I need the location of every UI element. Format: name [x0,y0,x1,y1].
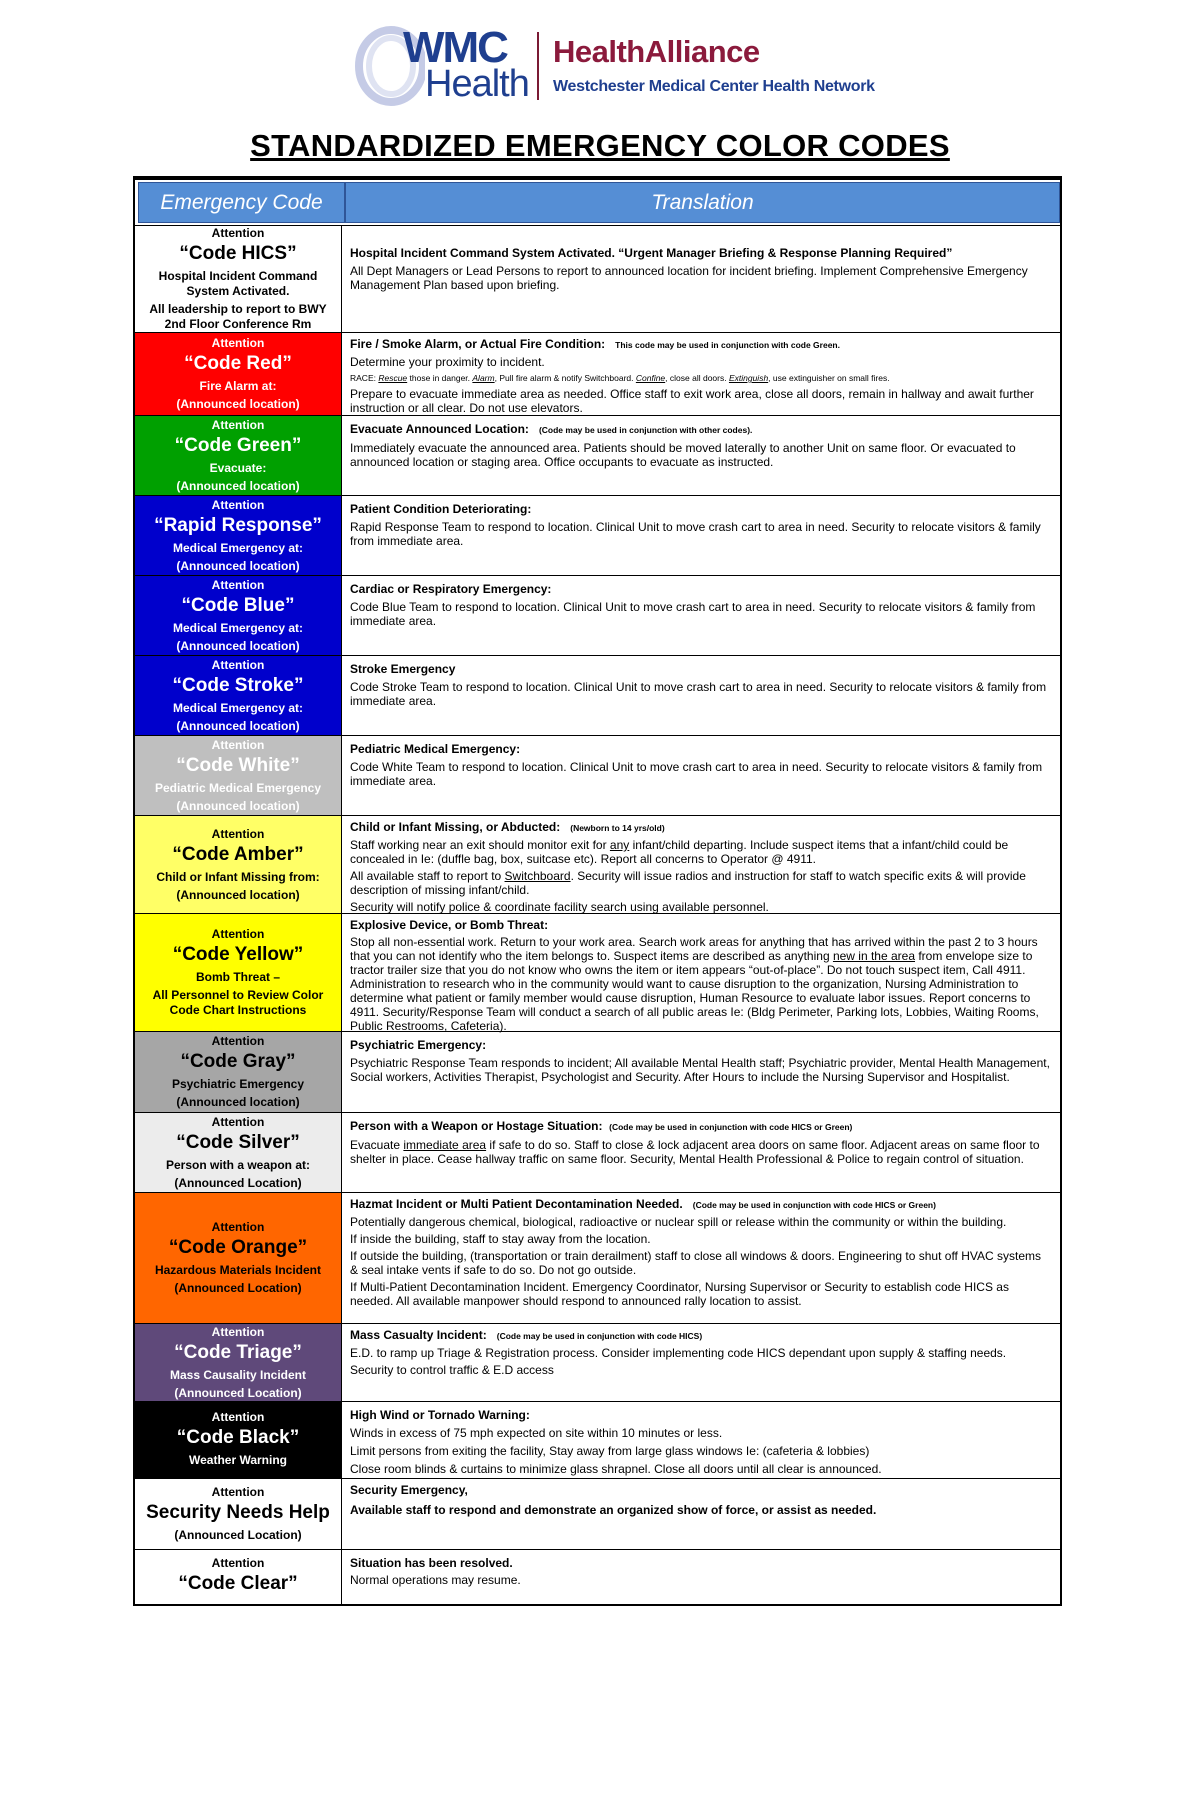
table-row-code-green [135,415,1060,495]
code-cell [135,333,342,415]
code-name: “Code Silver” [176,1131,300,1153]
code-cell [135,226,342,332]
code-description: Fire Alarm at: [199,379,277,393]
code-name: “Code Blue” [181,594,295,616]
translation-note: (Code may be used in conjunction with other codes). [538,425,753,435]
translation-cell [342,656,1060,735]
code-cell [135,576,342,655]
table-row-code-blue [135,575,1060,655]
attention-label: Attention [211,657,265,672]
code-location: (Announced Location) [174,1281,302,1295]
code-location: (Announced Location) [174,1385,302,1400]
attention-label: Attention [211,1555,265,1570]
column-header-translation: Translation [345,182,1060,223]
translation-text: Code Blue Team to respond to location. Clinical Unit to move crash cart to area in need. Security to relocate visitors & family from immediate area. [350,600,1036,628]
attention-label: Attention [211,1220,265,1234]
translation-cell [342,1113,1060,1192]
table-row-rapid-response [135,495,1060,575]
translation-cell [342,226,1060,332]
code-name: “Code Amber” [172,843,304,865]
logo-header [355,23,875,106]
translation-text: If Multi-Patient Decontamination Incident. Emergency Coordinator, Nursing Supervisor or Security to establish code HICS as needed. All available manpower should respond to announced rally location to assist. [350,1280,1009,1308]
attention-label: Attention [211,1114,265,1129]
code-cell [135,736,342,815]
table-row-code-silver [135,1112,1060,1192]
code-location: (Announced location) [176,558,300,573]
table-row-code-triage [135,1323,1060,1401]
translation-heading: Hazmat Incident or Multi Patient Decontamination Needed. [350,1197,683,1211]
code-name: “Code Yellow” [172,944,304,965]
translation-note: (Code may be used in conjunction with code HICS or Green) [692,1200,936,1210]
code-description: Evacuate: [209,460,267,475]
page-title: STANDARDIZED EMERGENCY COLOR CODES [250,128,950,163]
table-row-security-needs-help [135,1478,1060,1549]
attention-label: Attention [211,1409,265,1424]
translation-heading: Patient Condition Deteriorating: [350,502,532,516]
translation-heading: Security Emergency, [350,1483,468,1497]
translation-cell [342,816,1060,913]
translation-note: (Code may be used in conjunction with code HICS) [496,1331,703,1341]
attention-label: Attention [211,1324,265,1339]
network-tagline: Westchester Medical Center Health Network [553,78,875,95]
logo-divider [537,32,539,100]
attention-label: Attention [211,336,265,350]
code-description: Person with a weapon at: [165,1157,311,1172]
attention-label: Attention [211,927,265,941]
code-location: All Personnel to Review Color Code Chart Instructions [152,988,324,1017]
code-name: “Rapid Response” [154,514,322,536]
attention-label: Attention [211,497,265,512]
code-cell [135,656,342,735]
code-location: (Announced location) [176,638,300,653]
translation-heading: High Wind or Tornado Warning: [350,1408,530,1422]
translation-text: Winds in excess of 75 mph expected on site within 10 minutes or less. [350,1426,723,1440]
wmc-wordmark: WMC [403,23,507,72]
translation-note: (Code may be used in conjunction with code HICS or Green) [609,1122,853,1132]
table-row-code-orange [135,1192,1060,1323]
code-name: “Code Gray” [180,1051,296,1072]
table-row-code-hics [135,225,1060,332]
wmc-health-wordmark: Health [425,63,529,105]
table-row-code-white [135,735,1060,815]
table-row-code-clear [135,1549,1060,1604]
code-description: Weather Warning [188,1452,287,1467]
translation-text: Available staff to respond and demonstrate an organized show of force, or assist as needed. [350,1503,877,1517]
translation-text: Security to control traffic & E.D access [350,1363,554,1377]
translation-cell [342,576,1060,655]
translation-text: Code Stroke Team to respond to location. Clinical Unit to move crash cart to area in need. Security to relocate visitors & family from immediate area. [350,680,1047,708]
color-codes-table [133,176,1062,1606]
code-cell [135,1324,342,1401]
code-cell [135,1032,342,1112]
code-cell [135,1113,342,1192]
code-name: “Code Clear” [178,1572,298,1594]
attention-label: Attention [211,1034,265,1048]
translation-text: If outside the building, (transportation or train derailment) staff to close all windows & doors. Engineering to shut off HVAC systems & seal intake vents if safe to do so. Do not go outside. [350,1249,1042,1277]
code-cell [135,1193,342,1323]
code-description: Medical Emergency at: [172,620,304,635]
code-cell [135,816,342,913]
translation-cell [342,736,1060,815]
code-location: (Announced Location) [174,1528,302,1542]
translation-heading: Cardiac or Respiratory Emergency: [350,582,552,596]
race-instructions: RACE: Rescue those in danger. Alarm, Pull fire alarm & notify Switchboard. Confine, close all doors. Extinguish, use extinguisher on small fires. [350,373,890,383]
translation-cell [342,1550,1060,1604]
code-description: Hazardous Materials Incident [154,1263,322,1277]
translation-cell [342,1324,1060,1401]
table-row-code-yellow [135,913,1060,1031]
code-cell [135,1550,342,1604]
translation-cell [342,1193,1060,1323]
translation-heading: Psychiatric Emergency: [350,1038,487,1052]
translation-heading: Evacuate Announced Location: [350,422,529,436]
translation-heading: Mass Casualty Incident: [350,1328,487,1342]
healthalliance-wordmark: HealthAlliance [553,34,760,69]
attention-label: Attention [211,577,265,592]
attention-label: Attention [211,417,265,432]
translation-text: Stop all non-essential work. Return to your work area. Search work areas for anything that has arrived within the past 2 to 3 hours that you can not identify who the item belongs to. Suspect items are described as anything new in the area from envelope size to tractor trailer size that you do not know who owns the item or item appears “out-of-place”. Do not touch suspect item, Call 4911. Administration to research who in the community would want to cause disruption to the organization, Nursing Administration to determine what patient or family member would cause disruption, Human Resource to evaluate labor issues. Report concerns to 4911. Security/Response Team will conduct a search of all public areas Ie: (Bldg Perimeter, Parking lots, Lobbies, Waiting Rooms, Public Restrooms, Cafeteria). [350,935,1039,1033]
translation-text: All Dept Managers or Lead Persons to report to announced location for incident briefing. Implement Comprehensive Emergency Management Plan based upon briefing. [350,264,1028,292]
code-name: “Code Stroke” [172,674,304,696]
attention-label: Attention [211,1485,265,1499]
table-row-code-red [135,332,1060,415]
translation-text: Close room blinds & curtains to minimize glass shrapnel. Close all doors until all clear is announced. [350,1462,882,1476]
code-description: Medical Emergency at: [172,700,304,715]
translation-text: Potentially dangerous chemical, biological, radioactive or nuclear spill or release within the community or within the building. [350,1215,1007,1229]
code-description: Psychiatric Emergency [171,1077,305,1091]
wmc-logo [355,23,530,106]
translation-heading: Pediatric Medical Emergency: [350,742,521,756]
code-cell [135,1479,342,1549]
code-name: Security Needs Help [146,1502,330,1523]
translation-cell [342,496,1060,575]
translation-cell [342,914,1060,1031]
translation-text: Psychiatric Response Team responds to incident; All available Mental Health staff; Psychiatric provider, Mental Health Management, Social workers, Activities Therapist, Psychologist and Security. After Hours to include the Nursing Supervisor and Hospitalist. [350,1056,1050,1084]
code-location: (Announced location) [176,1095,300,1109]
attention-label: Attention [211,826,265,841]
translation-text: Normal operations may resume. [350,1573,521,1587]
code-description: Medical Emergency at: [172,540,304,555]
translation-heading: Stroke Emergency [350,662,456,676]
code-name: “Code Triage” [174,1341,302,1363]
code-description: Child or Infant Missing from: [156,869,320,884]
translation-text: Code White Team to respond to location. Clinical Unit to move crash cart to area in need. Security to relocate visitors & family from immediate area. [350,760,1043,788]
translation-cell [342,1479,1060,1549]
code-name: “Code Black” [176,1426,300,1448]
translation-heading: Person with a Weapon or Hostage Situation: [350,1119,603,1133]
translation-heading: Explosive Device, or Bomb Threat: [350,918,549,932]
code-location: (Announced location) [176,397,300,411]
translation-heading: Hospital Incident Command System Activated. “Urgent Manager Briefing & Response Planning Required” [350,246,953,260]
code-location: (Announced location) [176,798,300,813]
translation-cell [342,1402,1060,1478]
table-header [135,176,1060,225]
translation-heading: Fire / Smoke Alarm, or Actual Fire Condition: [350,337,606,351]
code-name: “Code HICS” [179,243,297,264]
code-description: Pediatric Medical Emergency [154,780,322,795]
code-location: All leadership to report to BWY 2nd Floor Conference Rm [149,302,327,331]
code-location: (Announced location) [176,887,300,902]
translation-text: Security will notify police & coordinate facility search using available personnel. [350,900,769,914]
translation-note: This code may be used in conjunction with code Green. [615,340,840,350]
translation-note: (Newborn to 14 yrs/old) [570,823,665,833]
translation-text: All available staff to report to Switchboard. Security will issue radios and instruction for staff to watch specific exits & will provide description of missing infant/child. [350,869,1026,897]
code-location: (Announced Location) [174,1175,302,1190]
code-location: (Announced location) [176,478,300,493]
code-cell [135,496,342,575]
translation-heading: Child or Infant Missing, or Abducted: [350,820,561,834]
translation-text: Rapid Response Team to respond to location. Clinical Unit to move crash cart to area in need. Security to relocate visitors & family from immediate area. [350,520,1041,548]
code-location: (Announced location) [176,718,300,733]
column-header-code: Emergency Code [138,182,345,223]
translation-text: E.D. to ramp up Triage & Registration process. Consider implementing code HICS dependant upon supply & staffing needs. [350,1346,1007,1360]
translation-text: If inside the building, staff to stay away from the location. [350,1232,651,1246]
table-row-code-gray [135,1031,1060,1112]
code-cell [135,1402,342,1478]
code-name: “Code White” [176,754,300,776]
table-row-code-stroke [135,655,1060,735]
translation-cell [342,333,1060,415]
code-description: Hospital Incident Command System Activated. [158,269,318,298]
code-description: Bomb Threat – [195,970,280,984]
translation-cell [342,1032,1060,1112]
table-row-code-amber [135,815,1060,913]
translation-text: Staff working near an exit should monitor exit for any infant/child departing. Include suspect items that a infant/child could be concealed in Ie: (duffle bag, box, suitcase etc). Report all concerns to Operator @ 4911. [350,838,1009,866]
code-cell [135,416,342,495]
code-name: “Code Green” [174,434,302,456]
table-row-code-black [135,1401,1060,1478]
code-description: Mass Causality Incident [169,1367,307,1382]
translation-cell [342,416,1060,495]
translation-text: Determine your proximity to incident. [350,355,545,369]
code-cell [135,914,342,1031]
translation-heading: Situation has been resolved. [350,1556,513,1570]
code-name: “Code Red” [184,353,292,374]
translation-text: Immediately evacuate the announced area. Patients should be moved laterally to another Unit on same floor. Or evacuated to announced location or staging area. Office occupants to evacuate as instructed. [350,441,1016,469]
translation-text: Limit persons from exiting the facility, Stay away from large glass windows Ie: (cafeteria & lobbies) [350,1444,870,1458]
attention-label: Attention [211,226,265,240]
translation-text: Prepare to evacuate immediate area as needed. Office staff to exit work area, close all doors, remain in hallway and await further instruction or all clear. Do not use elevators. [350,387,1034,415]
attention-label: Attention [211,737,265,752]
code-name: “Code Orange” [168,1237,308,1258]
translation-text: Evacuate immediate area if safe to do so. Staff to close & lock adjacent area doors on same floor. Adjacent areas on same floor to shelter in place. Cease hallway traffic on same floor. Security, Mental Health Professional & Police to regain control of situation. [350,1138,1040,1166]
